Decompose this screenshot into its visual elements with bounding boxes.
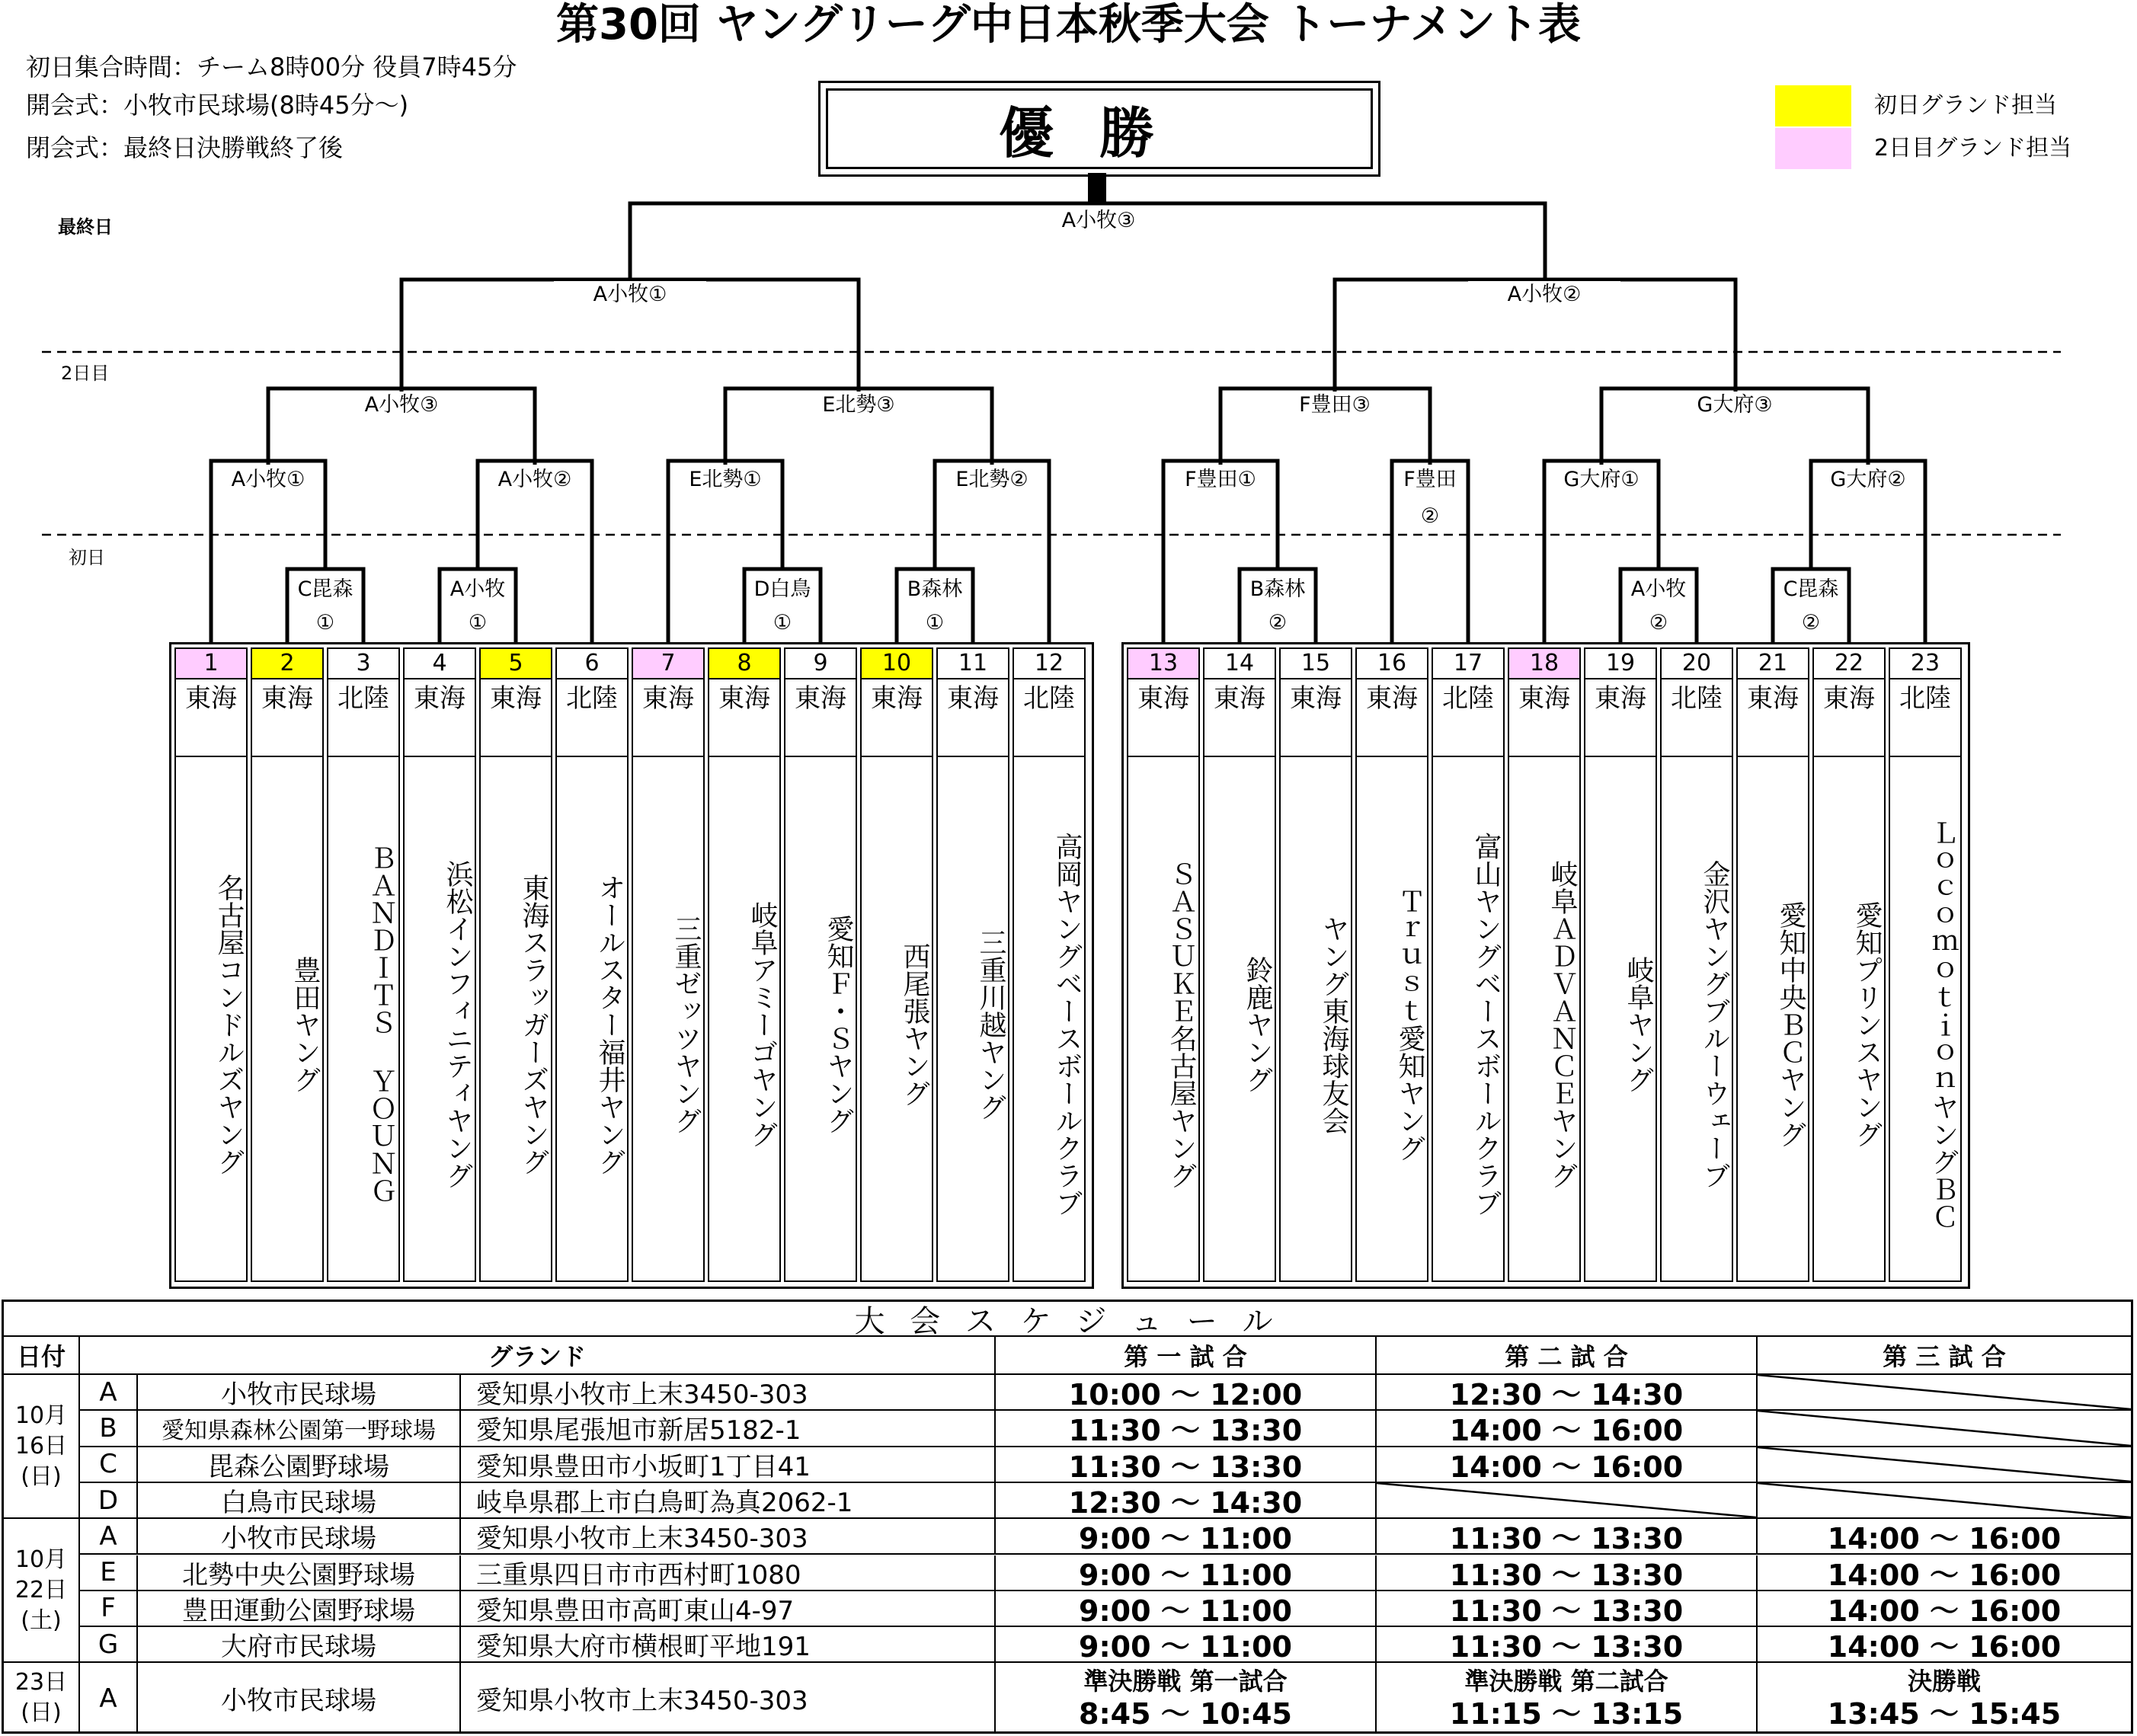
ground-name: 北勢中央公園野球場 bbox=[138, 1555, 461, 1591]
ground-name: 豊田運動公園野球場 bbox=[138, 1591, 461, 1627]
team-entry bbox=[1355, 647, 1428, 1282]
header-game2: 第 二 試 合 bbox=[1377, 1337, 1758, 1375]
team-number: 4 bbox=[405, 649, 475, 679]
game-time bbox=[1758, 1411, 2131, 1447]
team-number: 17 bbox=[1433, 649, 1503, 679]
team-number: 14 bbox=[1204, 649, 1275, 679]
team-name: 浜松インフィニティヤング bbox=[442, 859, 473, 1189]
team-number: 21 bbox=[1738, 649, 1808, 679]
team-name: オールスター福井ヤング bbox=[594, 873, 625, 1175]
team-entry bbox=[784, 647, 857, 1282]
ground-address: 愛知県尾張旭市新居5182-1 bbox=[461, 1411, 996, 1447]
team-number: 18 bbox=[1509, 649, 1579, 679]
team-number: 10 bbox=[862, 649, 932, 679]
match-label-final: A小牧③ bbox=[1011, 207, 1186, 235]
team-region: 東海 bbox=[938, 679, 1008, 757]
match-label-r1-7: C毘森 ② bbox=[1776, 573, 1846, 640]
team-name: 金沢ヤングブルーウェーブ bbox=[1699, 859, 1730, 1189]
game-time: 11:30 ～ 13:30 bbox=[1377, 1555, 1758, 1591]
team-name: 名古屋コンドルズヤング bbox=[213, 873, 245, 1175]
ground-code: B bbox=[80, 1411, 138, 1447]
team-entry bbox=[1203, 647, 1276, 1282]
match-label-qf3: F豊田③ bbox=[1259, 392, 1411, 419]
team-region: 東海 bbox=[1204, 679, 1275, 757]
team-number: 13 bbox=[1128, 649, 1198, 679]
match-label-sf-right: A小牧② bbox=[1468, 281, 1620, 309]
team-name: 岐阜ＡＤＶＡＮＣＥヤング bbox=[1547, 859, 1578, 1189]
team-number: 15 bbox=[1281, 649, 1351, 679]
team-region: 北陸 bbox=[1662, 679, 1732, 757]
team-number: 2 bbox=[252, 649, 322, 679]
team-name: ＢＡＮＤＩＴＳ ＹＯＵＮＧ bbox=[366, 844, 397, 1204]
match-label-r2-7: G大府① bbox=[1548, 466, 1655, 494]
team-number: 16 bbox=[1357, 649, 1427, 679]
ground-address: 愛知県小牧市上末3450-303 bbox=[461, 1663, 996, 1734]
team-entry bbox=[1508, 647, 1581, 1282]
team-name: 鈴鹿ヤング bbox=[1242, 955, 1273, 1093]
team-entry bbox=[936, 647, 1009, 1282]
ground-address: 岐阜県郡上市白鳥町為真2062-1 bbox=[461, 1483, 996, 1519]
team-region: 東海 bbox=[1281, 679, 1351, 757]
match-label-r2-1: A小牧① bbox=[215, 466, 322, 494]
champion-label: 優勝 bbox=[826, 88, 1373, 169]
team-number: 23 bbox=[1890, 649, 1960, 679]
date-line: 23日 bbox=[14, 1668, 68, 1696]
match-label-sf-left: A小牧① bbox=[554, 281, 706, 309]
ground-address: 愛知県豊田市小坂町1丁目41 bbox=[461, 1447, 996, 1483]
team-region: 北陸 bbox=[328, 679, 398, 757]
date-line: 10月 bbox=[14, 1402, 68, 1429]
ground-address: 愛知県豊田市高町東山4-97 bbox=[461, 1591, 996, 1627]
team-number: 7 bbox=[633, 649, 703, 679]
legend-label-day2: 2日目グランド担当 bbox=[1874, 135, 2072, 161]
team-entry bbox=[251, 647, 324, 1282]
ground-code: F bbox=[80, 1591, 138, 1627]
team-entry bbox=[860, 647, 933, 1282]
game-time: 14:00 ～ 16:00 bbox=[1758, 1519, 2131, 1555]
team-entry bbox=[632, 647, 705, 1282]
game-time: 11:30 ～ 13:30 bbox=[996, 1411, 1377, 1447]
team-entry bbox=[555, 647, 629, 1282]
match-label-r2-6: F豊田 bbox=[1396, 466, 1464, 494]
ground-name: 小牧市民球場 bbox=[138, 1663, 461, 1734]
info-assembly-time: 初日集合時間：チーム8時00分 役員7時45分 bbox=[26, 53, 517, 82]
game-time: 11:30 ～ 13:30 bbox=[996, 1447, 1377, 1483]
team-name: 西尾張ヤング bbox=[899, 942, 930, 1107]
match-label-r1-3: D白鳥 ① bbox=[747, 573, 817, 640]
game-time: 14:00 ～ 16:00 bbox=[1758, 1627, 2131, 1663]
team-entry bbox=[174, 647, 248, 1282]
game-time bbox=[1758, 1447, 2131, 1483]
day-label-final: 最終日 bbox=[58, 216, 113, 238]
team-region: 東海 bbox=[862, 679, 932, 757]
final-game-time: 8:45 ～ 10:45 bbox=[1079, 1696, 1292, 1731]
ground-code: A bbox=[80, 1519, 138, 1555]
game-time: 14:00 ～ 16:00 bbox=[1377, 1411, 1758, 1447]
date-day1 bbox=[4, 1375, 80, 1519]
team-entry bbox=[1889, 647, 1962, 1282]
team-number: 22 bbox=[1814, 649, 1884, 679]
game-time: 14:00 ～ 16:00 bbox=[1377, 1447, 1758, 1483]
team-entry bbox=[403, 647, 476, 1282]
team-number: 8 bbox=[709, 649, 779, 679]
day-label-day2: 2日目 bbox=[61, 363, 110, 384]
team-name: Ｔｒｕｓｔ愛知ヤング bbox=[1394, 887, 1425, 1162]
date-line: (土) bbox=[21, 1607, 62, 1634]
match-label-r2-8: G大府② bbox=[1815, 466, 1921, 494]
info-opening-ceremony: 開会式：小牧市民球場(8時45分～) bbox=[26, 91, 409, 120]
game-time: 14:00 ～ 16:00 bbox=[1758, 1555, 2131, 1591]
date-line: (日) bbox=[21, 1699, 62, 1726]
team-entry bbox=[1584, 647, 1657, 1282]
team-entry bbox=[1127, 647, 1200, 1282]
ground-address: 愛知県小牧市上末3450-303 bbox=[461, 1519, 996, 1555]
team-entry bbox=[327, 647, 400, 1282]
header-game3: 第 三 試 合 bbox=[1758, 1337, 2131, 1375]
game-time: 12:30 ～ 14:30 bbox=[996, 1483, 1377, 1519]
match-label-qf4: G大府③ bbox=[1659, 392, 1811, 419]
final-game-3 bbox=[1758, 1663, 2131, 1734]
match-label-r1-5: B森林 ② bbox=[1243, 573, 1313, 640]
ground-name: 小牧市民球場 bbox=[138, 1375, 461, 1411]
game-time: 11:30 ～ 13:30 bbox=[1377, 1519, 1758, 1555]
ground-name: 愛知県森林公園第一野球場 bbox=[138, 1411, 461, 1447]
team-region: 東海 bbox=[1128, 679, 1198, 757]
date-day2 bbox=[4, 1519, 80, 1663]
game-time: 9:00 ～ 11:00 bbox=[996, 1519, 1377, 1555]
team-region: 東海 bbox=[1738, 679, 1808, 757]
match-label-r1-1: C毘森 ① bbox=[290, 573, 360, 640]
final-game-1 bbox=[996, 1663, 1377, 1734]
team-name: ＳＡＳＵＫＥ名古屋ヤング bbox=[1166, 859, 1197, 1189]
final-game-label: 準決勝戦 第一試合 bbox=[1083, 1666, 1288, 1696]
team-number: 19 bbox=[1585, 649, 1656, 679]
final-game-2 bbox=[1377, 1663, 1758, 1734]
match-label-r2-3: E北勢① bbox=[672, 466, 779, 494]
match-label-r1-2: A小牧 ① bbox=[443, 573, 513, 640]
team-region: 東海 bbox=[1814, 679, 1884, 757]
team-name: ヤング東海球友会 bbox=[1318, 914, 1349, 1134]
team-entry bbox=[1736, 647, 1809, 1282]
team-name: 愛知中央ＢＣヤング bbox=[1775, 900, 1806, 1148]
team-region: 東海 bbox=[709, 679, 779, 757]
ground-name: 毘森公園野球場 bbox=[138, 1447, 461, 1483]
schedule-title: 大 会 ス ケ ジ ュ ー ル bbox=[4, 1302, 2131, 1337]
match-label-qf1: A小牧③ bbox=[325, 392, 478, 419]
date-line: 22日 bbox=[14, 1576, 68, 1603]
team-number: 6 bbox=[557, 649, 627, 679]
team-number: 12 bbox=[1014, 649, 1084, 679]
team-entry bbox=[1013, 647, 1086, 1282]
team-entry bbox=[1432, 647, 1505, 1282]
team-entry bbox=[479, 647, 552, 1282]
team-number: 3 bbox=[328, 649, 398, 679]
game-time: 9:00 ～ 11:00 bbox=[996, 1627, 1377, 1663]
day-label-day1: 初日 bbox=[69, 547, 105, 568]
team-number: 20 bbox=[1662, 649, 1732, 679]
date-day3 bbox=[4, 1663, 80, 1734]
team-region: 東海 bbox=[405, 679, 475, 757]
team-name: 岐阜ヤング bbox=[1623, 955, 1654, 1093]
team-name: 豊田ヤング bbox=[290, 955, 321, 1093]
final-game-time: 11:15 ～ 13:15 bbox=[1449, 1696, 1684, 1731]
game-time bbox=[1758, 1483, 2131, 1519]
team-name: 東海スラッガーズヤング bbox=[518, 873, 549, 1175]
match-label-r2-2: A小牧② bbox=[481, 466, 588, 494]
team-name: 愛知プリンスヤング bbox=[1851, 900, 1883, 1148]
info-closing-ceremony: 閉会式：最終日決勝戦終了後 bbox=[26, 133, 344, 162]
date-line: (日) bbox=[21, 1463, 62, 1490]
ground-code: A bbox=[80, 1375, 138, 1411]
team-region: 北陸 bbox=[1890, 679, 1960, 757]
team-region: 北陸 bbox=[1433, 679, 1503, 757]
ground-address: 愛知県小牧市上末3450-303 bbox=[461, 1375, 996, 1411]
match-label-r2-5: F豊田① bbox=[1167, 466, 1274, 494]
page-title: 第30回 ヤングリーグ中日本秋季大会 トーナメント表 bbox=[555, 0, 1581, 50]
header-game1: 第 一 試 合 bbox=[996, 1337, 1377, 1375]
team-region: 東海 bbox=[176, 679, 246, 757]
ground-code: E bbox=[80, 1555, 138, 1591]
final-game-label: 決勝戦 bbox=[1907, 1666, 1981, 1696]
final-game-label: 準決勝戦 第二試合 bbox=[1464, 1666, 1668, 1696]
ground-code: D bbox=[80, 1483, 138, 1519]
ground-code: G bbox=[80, 1627, 138, 1663]
game-time: 11:30 ～ 13:30 bbox=[1377, 1591, 1758, 1627]
game-time bbox=[1758, 1375, 2131, 1411]
game-time: 12:30 ～ 14:30 bbox=[1377, 1375, 1758, 1411]
schedule-table bbox=[2, 1300, 2133, 1734]
team-number: 1 bbox=[176, 649, 246, 679]
team-region: 東海 bbox=[481, 679, 551, 757]
team-region: 北陸 bbox=[1014, 679, 1084, 757]
team-number: 9 bbox=[785, 649, 856, 679]
team-entry bbox=[1812, 647, 1886, 1282]
date-line: 10月 bbox=[14, 1546, 68, 1573]
game-time: 10:00 ～ 12:00 bbox=[996, 1375, 1377, 1411]
team-region: 東海 bbox=[1357, 679, 1427, 757]
team-name: ＬｏｃｏｍｏｔｉｏｎヤングＢＣ bbox=[1927, 818, 1959, 1230]
team-entry bbox=[708, 647, 781, 1282]
team-entry bbox=[1279, 647, 1352, 1282]
ground-code: C bbox=[80, 1447, 138, 1483]
team-region: 東海 bbox=[785, 679, 856, 757]
team-name: 富山ヤングベースボールクラブ bbox=[1470, 832, 1502, 1216]
team-name: 愛知Ｆ・Ｓヤング bbox=[823, 914, 854, 1134]
game-time: 14:00 ～ 16:00 bbox=[1758, 1591, 2131, 1627]
match-label-r1-4: B森林 ① bbox=[900, 573, 970, 640]
game-time: 9:00 ～ 11:00 bbox=[996, 1555, 1377, 1591]
header-ground: グランド bbox=[80, 1337, 996, 1375]
champion-stem bbox=[1088, 173, 1106, 202]
match-label-r2-4: E北勢② bbox=[939, 466, 1045, 494]
team-name: 岐阜アミーゴヤング bbox=[747, 900, 778, 1148]
ground-name: 大府市民球場 bbox=[138, 1627, 461, 1663]
team-region: 東海 bbox=[1509, 679, 1579, 757]
ground-name: 小牧市民球場 bbox=[138, 1519, 461, 1555]
ground-name: 白鳥市民球場 bbox=[138, 1483, 461, 1519]
team-name: 高岡ヤングベースボールクラブ bbox=[1051, 832, 1083, 1216]
team-name: 三重ゼッツヤング bbox=[670, 914, 702, 1134]
game-time: 11:30 ～ 13:30 bbox=[1377, 1627, 1758, 1663]
header-date: 日付 bbox=[4, 1337, 80, 1375]
match-label-r2-6-num: ② bbox=[1396, 503, 1464, 530]
date-line: 16日 bbox=[14, 1432, 68, 1459]
game-time bbox=[1377, 1483, 1758, 1519]
team-name: 三重川越ヤング bbox=[975, 928, 1006, 1121]
team-region: 北陸 bbox=[557, 679, 627, 757]
team-region: 東海 bbox=[1585, 679, 1656, 757]
ground-code: A bbox=[80, 1663, 138, 1734]
ground-address: 三重県四日市市西村町1080 bbox=[461, 1555, 996, 1591]
team-region: 東海 bbox=[633, 679, 703, 757]
final-game-time: 13:45 ～ 15:45 bbox=[1827, 1696, 2062, 1731]
team-number: 11 bbox=[938, 649, 1008, 679]
ground-address: 愛知県大府市横根町平地191 bbox=[461, 1627, 996, 1663]
team-number: 5 bbox=[481, 649, 551, 679]
team-entry bbox=[1660, 647, 1733, 1282]
team-region: 東海 bbox=[252, 679, 322, 757]
legend-label-day1: 初日グランド担当 bbox=[1874, 92, 2057, 119]
match-label-qf2: E北勢③ bbox=[782, 392, 935, 419]
match-label-r1-6: A小牧 ② bbox=[1624, 573, 1694, 640]
game-time: 9:00 ～ 11:00 bbox=[996, 1591, 1377, 1627]
